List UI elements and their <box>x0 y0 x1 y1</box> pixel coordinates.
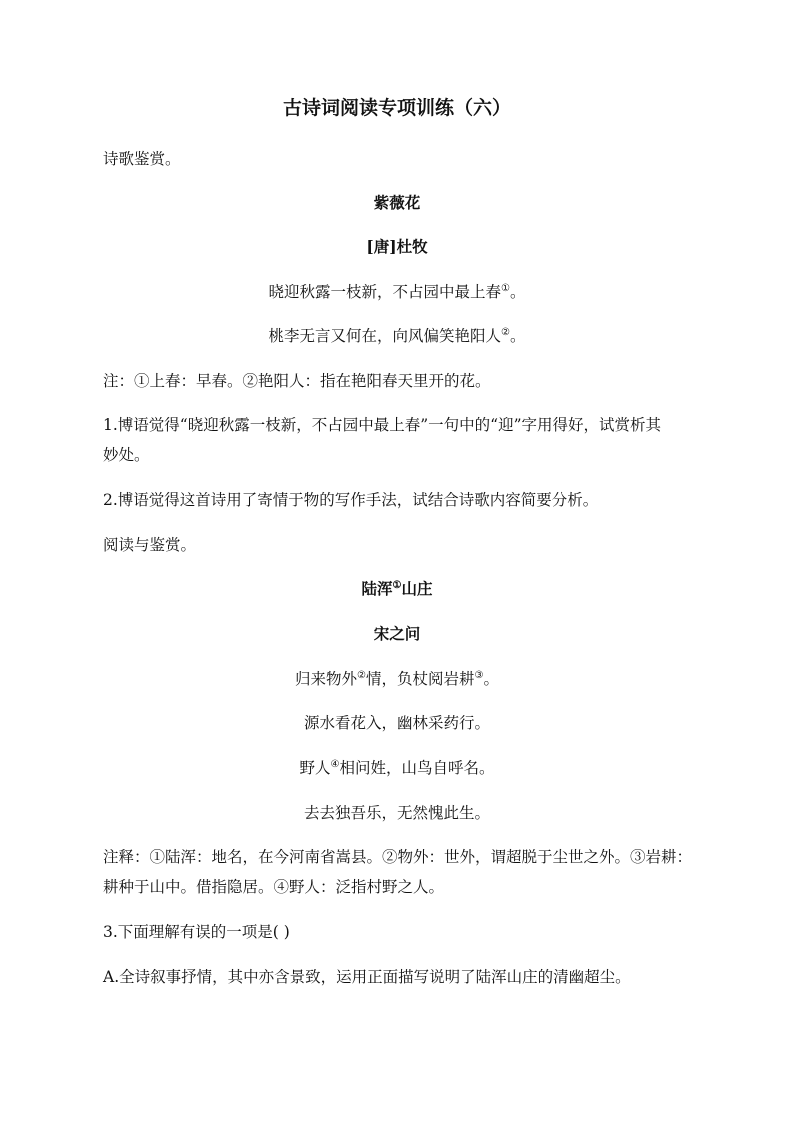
punctuation: 。 <box>483 670 499 688</box>
poem1-note: 注：①上春：早春。②艳阳人：指在艳阳春天里开的花。 <box>103 372 491 390</box>
poem1-author: [唐]杜牧 <box>366 237 428 256</box>
footnote-marker: ② <box>357 669 366 681</box>
poem1-line-2-text: 桃李无言又何在，向风偏笑艳阳人 <box>268 327 502 345</box>
footnote-marker: ① <box>392 579 402 591</box>
poem2-line-4: 去去独吾乐，无然愧此生。 <box>303 804 490 822</box>
poem1-line-2 <box>0 325 794 347</box>
punctuation: 。 <box>509 283 526 301</box>
poem2-note-line-2: 耕种于山中。借指隐居。④野人：泛指村野之人。 <box>103 878 445 896</box>
poem2-line-1-part-b: 情，负杖阅岩耕 <box>365 670 475 688</box>
section-heading-reading: 阅读与鉴赏。 <box>103 536 197 554</box>
question-3-option-a: A.全诗叙事抒情，其中亦含景致，运用正面描写说明了陆浑山庄的清幽超尘。 <box>103 968 631 986</box>
poem2-line-3 <box>0 757 794 779</box>
section-heading-poetry-appreciation: 诗歌鉴赏。 <box>103 150 181 168</box>
question-1-line-2: 妙处。 <box>103 446 150 464</box>
poem2-line-1 <box>0 668 794 690</box>
poem2-line-2: 源水看花入，幽林采药行。 <box>303 714 490 732</box>
page-title: 古诗词阅读专项训练（六） <box>282 97 511 119</box>
question-3: 3.下面理解有误的一项是( ) <box>103 923 290 941</box>
poem2-line-3-part-a: 野人 <box>299 759 331 777</box>
footnote-marker: ② <box>501 326 510 338</box>
question-2: 2.博语觉得这首诗用了寄情于物的写作手法，试结合诗歌内容简要分析。 <box>103 491 599 509</box>
poem1-line-1-text: 晓迎秋露一枝新，不占园中最上春 <box>268 283 502 301</box>
poem2-title-part-a: 陆浑 <box>361 579 393 598</box>
poem2-title-part-b: 山庄 <box>401 579 433 598</box>
poem2-note-line-1: 注释：①陆浑：地名，在今河南省嵩县。②物外：世外，谓超脱于尘世之外。③岩耕： <box>103 848 693 866</box>
question-1-line-1: 1.博语觉得“晓迎秋露一枝新，不占园中最上春”一句中的“迎”字用得好，试赏析其 <box>103 416 661 434</box>
poem2-author: 宋之问 <box>373 624 421 643</box>
poem2-line-3-part-b: 相问姓，山鸟自呼名。 <box>339 759 495 777</box>
poem2-line-1-part-a: 归来物外 <box>295 670 358 688</box>
footnote-marker: ④ <box>330 758 340 770</box>
poem2-title <box>0 578 794 600</box>
poem1-line-1 <box>0 281 794 303</box>
punctuation: 。 <box>509 327 526 345</box>
footnote-marker: ① <box>501 282 510 294</box>
poem1-title: 紫薇花 <box>373 193 421 212</box>
footnote-marker: ③ <box>474 669 484 681</box>
